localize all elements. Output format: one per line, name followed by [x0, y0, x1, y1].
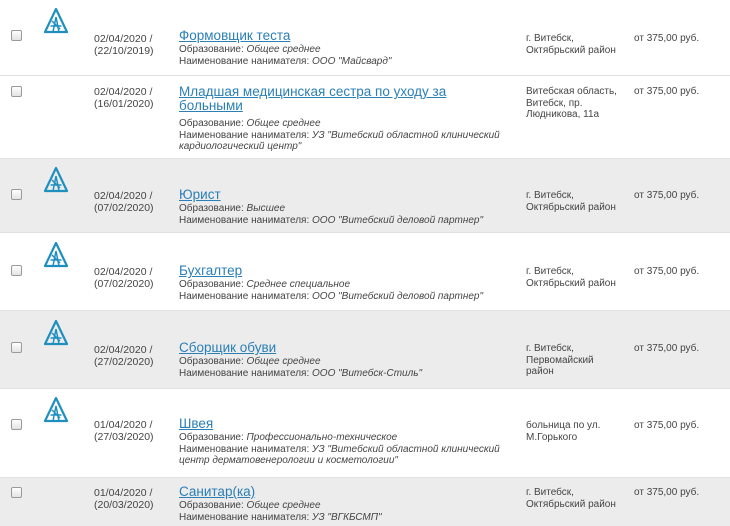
- vacancy-row: [0, 159, 730, 233]
- vacancy-date: 02/04/2020 / (22/10/2019): [94, 33, 154, 57]
- vacancy-title-link[interactable]: Санитар(ка): [179, 484, 256, 499]
- vacancy-location: г. Витебск, Октябрьский район: [526, 190, 616, 213]
- vacancy-salary: от 375,00 руб.: [634, 487, 700, 498]
- vacancy-location: г. Витебск, Октябрьский район: [526, 266, 616, 289]
- select-checkbox[interactable]: [11, 86, 22, 97]
- vacancy-location: Витебская область, Витебск, пр. Людникова, 11а: [526, 86, 617, 120]
- vacancy-title-link[interactable]: Младшая медицинская сестра по уходу за больными: [179, 84, 447, 113]
- vacancy-details: Образование: Профессионально-техническое Наименование нанимателя: УЗ "Витебский областной клинический центр дерматовенерологии и косметологии": [179, 432, 500, 466]
- vacancy-details: Образование: Среднее специальное Наименование нанимателя: ООО "Витебский деловой партнер": [179, 279, 484, 302]
- vacancy-details: Образование: Общее среднее Наименование нанимателя: ООО "Витебск-Стиль": [179, 356, 423, 379]
- vacancy-row: [0, 478, 730, 526]
- vacancy-row: [0, 311, 730, 389]
- vacancy-location: г. Витебск, Первомайский район: [526, 343, 594, 377]
- vacancy-title-link[interactable]: Сборщик обуви: [179, 340, 277, 355]
- vacancy-salary: от 375,00 руб.: [634, 86, 700, 97]
- vacancy-title-link[interactable]: Швея: [179, 416, 214, 431]
- vacancy-row: [0, 389, 730, 478]
- vacancy-row: [0, 0, 730, 76]
- vacancy-details: Образование: Общее среднее Наименование нанимателя: УЗ "Витебский областной клинический кардиологический центр": [179, 118, 500, 152]
- triangle-emblem-icon: [44, 167, 68, 195]
- vacancy-details: Образование: Общее среднее Наименование нанимателя: УЗ "ВГКБСМП": [179, 500, 382, 523]
- select-checkbox[interactable]: [11, 487, 22, 498]
- vacancy-location: г. Витебск, Октябрьский район: [526, 33, 616, 56]
- vacancy-salary: от 375,00 руб.: [634, 190, 700, 201]
- vacancy-salary: от 375,00 руб.: [634, 266, 700, 277]
- vacancy-date: 01/04/2020 / (27/03/2020): [94, 419, 154, 443]
- vacancy-location: г. Витебск, Октябрьский район: [526, 487, 616, 510]
- triangle-emblem-icon: [44, 397, 68, 425]
- vacancy-details: Образование: Высшее Наименование нанимателя: ООО "Витебский деловой партнер": [179, 203, 484, 226]
- vacancy-row: [0, 76, 730, 159]
- vacancy-title-link[interactable]: Формовщик теста: [179, 28, 291, 43]
- triangle-emblem-icon: [44, 320, 68, 348]
- vacancy-row: [0, 233, 730, 311]
- vacancy-date: 02/04/2020 / (07/02/2020): [94, 266, 154, 290]
- vacancy-title-link[interactable]: Юрист: [179, 187, 221, 202]
- vacancy-title-link[interactable]: Бухгалтер: [179, 263, 243, 278]
- triangle-emblem-icon: [44, 242, 68, 270]
- select-checkbox[interactable]: [11, 419, 22, 430]
- vacancy-date: 02/04/2020 / (16/01/2020): [94, 86, 154, 110]
- triangle-emblem-icon: [44, 8, 68, 36]
- vacancy-salary: от 375,00 руб.: [634, 420, 700, 431]
- vacancy-salary: от 375,00 руб.: [634, 33, 700, 44]
- vacancy-date: 02/04/2020 / (27/02/2020): [94, 344, 154, 368]
- select-checkbox[interactable]: [11, 342, 22, 353]
- select-checkbox[interactable]: [11, 265, 22, 276]
- vacancy-salary: от 375,00 руб.: [634, 343, 700, 354]
- vacancy-location: больница по ул. М.Горького: [526, 420, 601, 443]
- select-checkbox[interactable]: [11, 189, 22, 200]
- select-checkbox[interactable]: [11, 30, 22, 41]
- vacancy-details: Образование: Общее среднее Наименование нанимателя: ООО "Майсвард": [179, 44, 392, 67]
- vacancy-date: 02/04/2020 / (07/02/2020): [94, 190, 154, 214]
- vacancy-date: 01/04/2020 / (20/03/2020): [94, 487, 154, 511]
